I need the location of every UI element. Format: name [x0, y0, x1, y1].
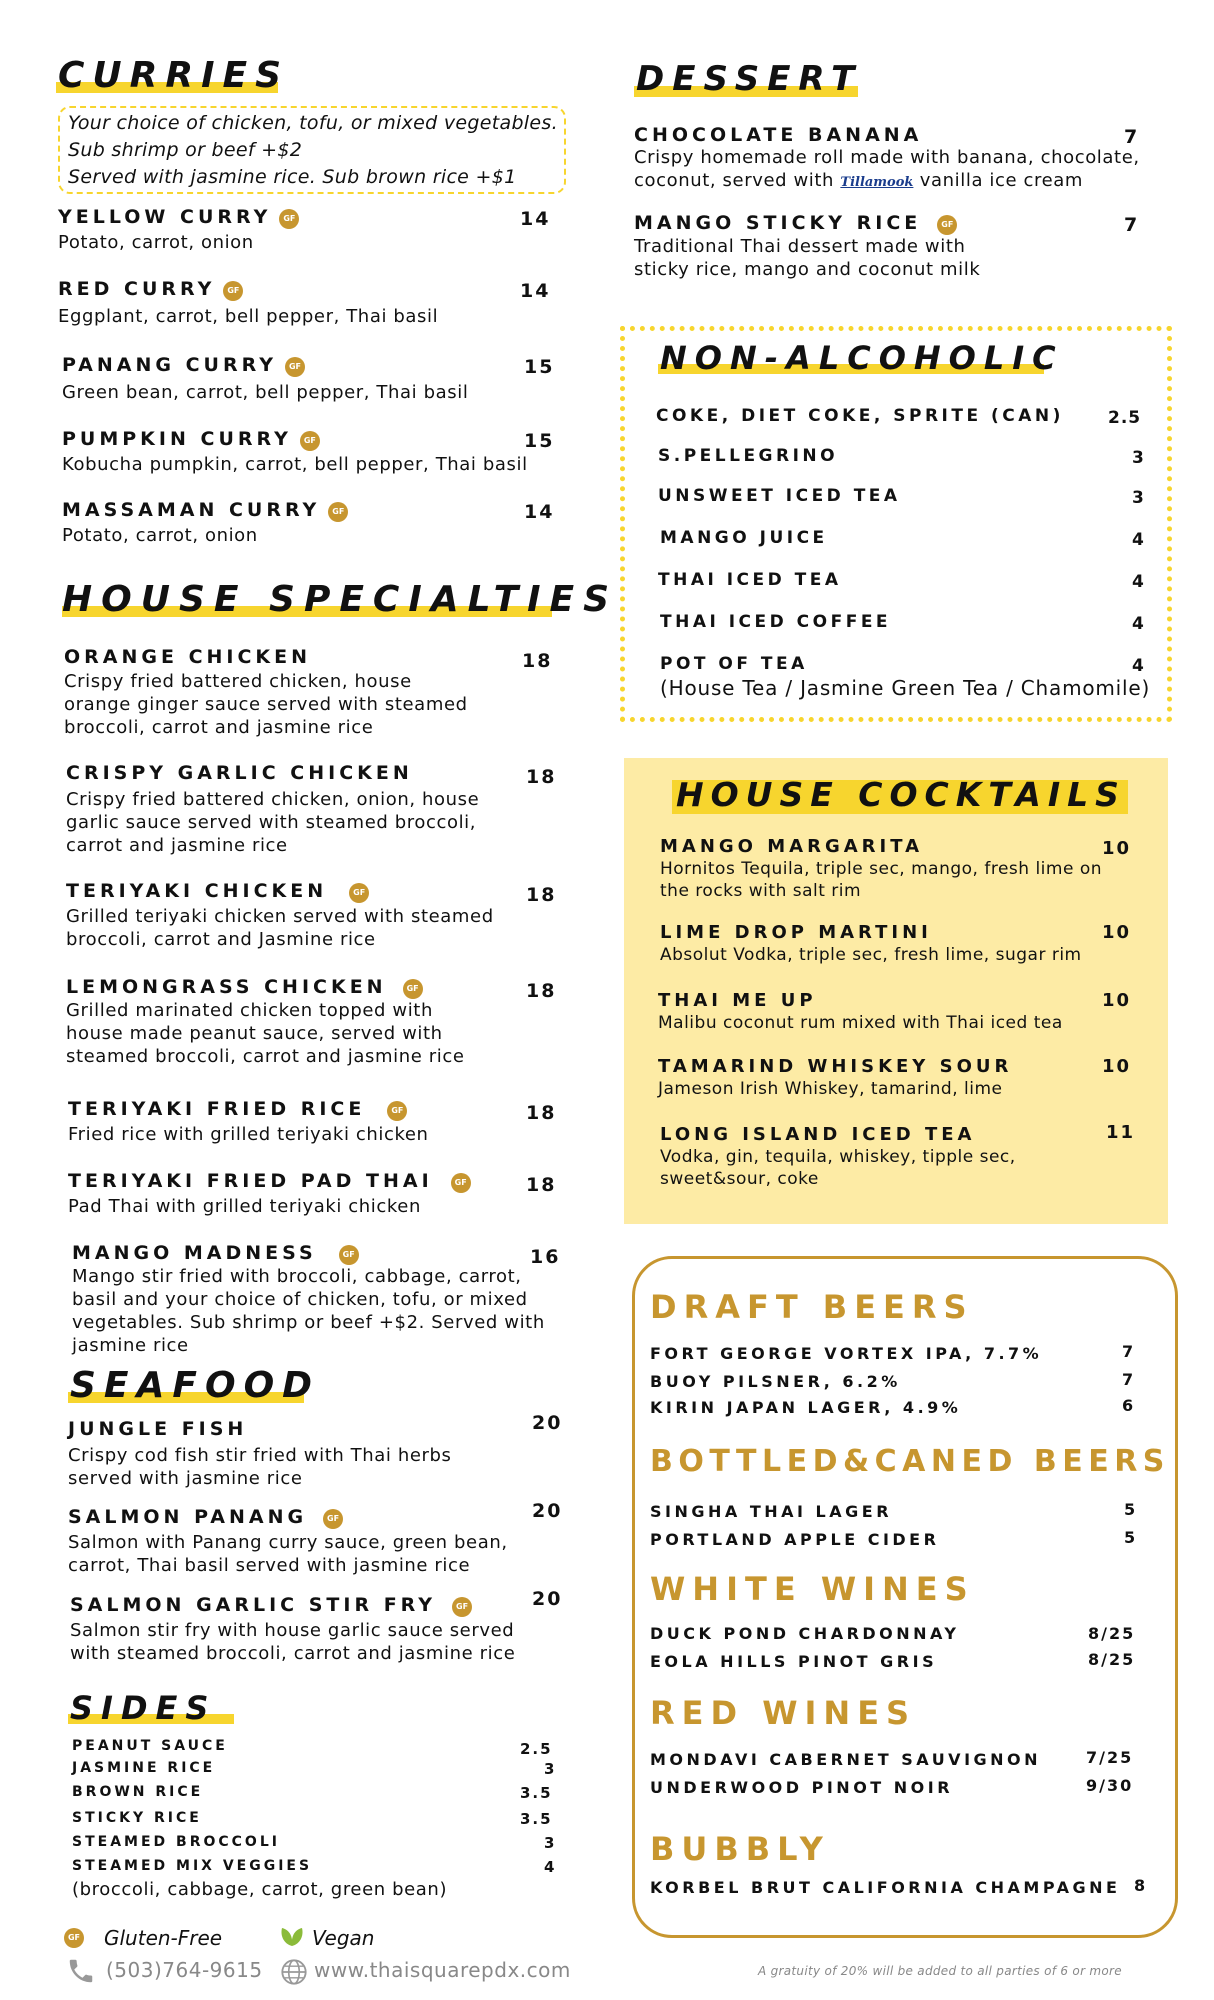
side-price: 3.5 [520, 1784, 553, 1802]
gluten-free-icon: GF [64, 1928, 84, 1948]
item-name: TERIYAKI FRIED PAD THAI [68, 1170, 433, 1192]
cocktail-name: THAI ME UP [658, 990, 817, 1011]
item-price: 15 [524, 430, 555, 452]
drink-price: 4 [1132, 614, 1145, 634]
menu-item-salmon-panang [68, 1506, 548, 1577]
drink-name: UNSWEET ICED TEA [658, 486, 901, 506]
beer-price: 5 [1124, 1500, 1138, 1519]
item-price: 14 [520, 280, 551, 302]
wine-name: EOLA HILLS PINOT GRIS [650, 1652, 938, 1671]
side-price: 3 [544, 1760, 557, 1778]
side-name: STEAMED BROCCOLI [72, 1834, 280, 1850]
gluten-free-icon: GF [937, 215, 957, 235]
item-desc: Grilled marinated chicken topped with house made peanut sauce, served with steamed broccoli, carrot and jasmine rice [66, 999, 465, 1067]
gluten-free-icon: GF [328, 502, 348, 522]
menu-item-crispy-garlic-chicken [66, 762, 546, 857]
cocktail-desc: Jameson Irish Whiskey, tamarind, lime [658, 1079, 1003, 1099]
item-name: TERIYAKI FRIED RICE [68, 1098, 366, 1120]
beer-name: KIRIN JAPAN LAGER, 4.9% [650, 1398, 962, 1417]
item-desc: Crispy fried battered chicken, onion, house garlic sauce served with steamed broccoli, carrot and jasmine rice [66, 789, 480, 856]
item-name: SALMON PANANG [68, 1506, 308, 1528]
vegan-leaf-icon [278, 1924, 306, 1948]
item-price: 18 [526, 766, 557, 788]
menu-item-mango-sticky-rice [634, 212, 1154, 281]
cocktail-price: 10 [1102, 1056, 1132, 1077]
side-price: 4 [544, 1858, 557, 1876]
menu-item-salmon-garlic-stir-fry [70, 1594, 550, 1665]
cocktail-name: LIME DROP MARTINI [660, 922, 932, 943]
item-price: 16 [530, 1246, 561, 1268]
wine-price: 9/30 [1086, 1776, 1134, 1795]
item-price: 14 [520, 208, 551, 230]
cocktails-title: HOUSE COCKTAILS [676, 775, 1126, 814]
beer-price: 7 [1122, 1342, 1136, 1361]
item-price: 7 [1124, 214, 1140, 236]
gluten-free-label: Gluten-Free [104, 1926, 223, 1950]
cocktail-price: 10 [1102, 990, 1132, 1011]
item-desc: Pad Thai with grilled teriyaki chicken [68, 1195, 421, 1217]
gluten-free-icon: GF [451, 1173, 471, 1193]
gluten-free-icon: GF [403, 979, 423, 999]
item-price: 18 [526, 884, 557, 906]
white-wines-title: WHITE WINES [650, 1570, 975, 1608]
cocktail-desc: Hornitos Tequila, triple sec, mango, fresh lime on the rocks with salt rim [660, 859, 1103, 901]
phone-icon [66, 1956, 96, 1986]
side-name: STICKY RICE [72, 1810, 202, 1826]
item-name: CHOCOLATE BANANA [634, 124, 923, 146]
item-desc: Salmon stir fry with house garlic sauce served with steamed broccoli, carrot and jasmine rice [70, 1619, 516, 1664]
red-wines-title: RED WINES [650, 1694, 917, 1732]
vegan-label: Vegan [312, 1926, 375, 1950]
item-desc: Potato, carrot, onion [58, 231, 254, 253]
cocktail-price: 10 [1102, 838, 1132, 859]
gluten-free-icon: GF [300, 431, 320, 451]
item-name: YELLOW CURRY [58, 206, 272, 228]
curries-note-line-3: Served with jasmine rice. Sub brown rice +$1 [68, 166, 517, 188]
menu-item-panang-curry [62, 354, 562, 404]
gluten-free-icon: GF [387, 1101, 407, 1121]
cocktail-price: 10 [1102, 922, 1132, 943]
item-desc: Traditional Thai dessert made with [634, 235, 966, 257]
item-desc-part: vanilla ice cream [919, 170, 1084, 191]
veggies-note: (broccoli, cabbage, carrot, green bean) [72, 1879, 448, 1900]
curries-title: CURRIES [58, 55, 290, 96]
sides-title: SIDES [70, 1689, 217, 1727]
curries-note-line-2: Sub shrimp or beef +$2 [68, 139, 303, 161]
item-desc-line-2 [634, 169, 1154, 194]
cocktail-price: 11 [1106, 1122, 1136, 1143]
side-price: 2.5 [520, 1740, 553, 1758]
item-price: 20 [532, 1412, 563, 1434]
bubbly-title: BUBBLY [650, 1830, 830, 1868]
wine-name: KORBEL BRUT CALIFORNIA CHAMPAGNE [650, 1878, 1121, 1897]
item-name: PUMPKIN CURRY [62, 428, 292, 450]
drink-name: THAI ICED COFFEE [660, 612, 892, 632]
drink-name: S.PELLEGRINO [658, 446, 839, 466]
drink-name: POT OF TEA [660, 654, 808, 674]
item-desc-part: coconut, served with [634, 170, 835, 191]
phone-number[interactable]: (503)764-9615 [106, 1958, 263, 1982]
drink-price: 2.5 [1108, 408, 1142, 428]
cocktail-name: TAMARIND WHISKEY SOUR [658, 1056, 1013, 1077]
globe-icon [280, 1958, 308, 1986]
item-price: 18 [526, 1174, 557, 1196]
item-name: MASSAMAN CURRY [62, 499, 321, 521]
menu-item-teriyaki-fried-pad-thai [68, 1170, 558, 1218]
specialties-title: HOUSE SPECIALTIES [62, 579, 619, 620]
menu-item-pumpkin-curry [62, 428, 562, 476]
beer-name: FORT GEORGE VORTEX IPA, 7.7% [650, 1344, 1043, 1363]
beer-price: 5 [1124, 1528, 1138, 1547]
item-price: 7 [1124, 126, 1140, 148]
drink-price: 3 [1132, 448, 1145, 468]
drink-name: MANGO JUICE [660, 528, 828, 548]
item-price: 20 [532, 1500, 563, 1522]
gluten-free-icon: GF [223, 281, 243, 301]
item-name: RED CURRY [58, 278, 216, 300]
item-desc: Crispy homemade roll made with banana, chocolate, [634, 147, 1140, 168]
wine-price: 8/25 [1088, 1650, 1136, 1669]
item-name: MANGO MADNESS [72, 1242, 317, 1264]
drink-price: 4 [1132, 656, 1145, 676]
tillamook-logo: Tillamook [840, 175, 914, 190]
curries-note-line-1: Your choice of chicken, tofu, or mixed vegetables. [68, 112, 558, 134]
drink-price: 4 [1132, 572, 1145, 592]
menu-item-orange-chicken [64, 646, 544, 739]
menu-item-chocolate-banana [634, 124, 1154, 194]
wine-price: 8/25 [1088, 1624, 1136, 1643]
non-alcoholic-title: NON-ALCOHOLIC [660, 339, 1064, 377]
wine-price: 8 [1134, 1876, 1148, 1895]
cocktail-name: MANGO MARGARITA [660, 836, 924, 857]
gluten-free-icon: GF [285, 357, 305, 377]
menu-item-lemongrass-chicken [66, 976, 546, 1068]
website-link[interactable]: www.thaisquarepdx.com [314, 1958, 571, 1982]
side-name: PEANUT SAUCE [72, 1738, 228, 1754]
menu-item-jungle-fish [68, 1418, 548, 1490]
curries-note-box [58, 106, 566, 194]
item-price: 14 [524, 501, 555, 523]
item-name: SALMON GARLIC STIR FRY [70, 1594, 437, 1616]
beer-name: PORTLAND APPLE CIDER [650, 1530, 940, 1549]
item-price: 15 [524, 356, 555, 378]
item-name: JUNGLE FISH [68, 1418, 248, 1440]
drink-price: 4 [1132, 530, 1145, 550]
beer-name: BUOY PILSNER, 6.2% [650, 1372, 901, 1391]
wine-name: UNDERWOOD PINOT NOIR [650, 1778, 954, 1797]
gratuity-note: A gratuity of 20% will be added to all parties of 6 or more [758, 1964, 1122, 1978]
side-name: JASMINE RICE [72, 1760, 216, 1776]
item-desc: Grilled teriyaki chicken served with steamed broccoli, carrot and Jasmine rice [66, 905, 494, 950]
side-name: STEAMED MIX VEGGIES [72, 1858, 313, 1874]
item-desc: Mango stir fried with broccoli, cabbage, carrot, basil and your choice of chicken, tofu, or mixed vegetables. Sub shrimp or beef +$2. Served with jasmine rice [72, 1265, 545, 1356]
cocktail-name: LONG ISLAND ICED TEA [660, 1124, 976, 1145]
side-name: BROWN RICE [72, 1784, 204, 1800]
item-price: 18 [526, 1102, 557, 1124]
beer-price: 7 [1122, 1370, 1136, 1389]
wine-name: MONDAVI CABERNET SAUVIGNON [650, 1750, 1042, 1769]
item-price: 18 [526, 980, 557, 1002]
cocktail-desc: Vodka, gin, tequila, whiskey, tipple sec, sweet&sour, coke [660, 1147, 1016, 1189]
menu-item-yellow-curry [58, 206, 558, 254]
drink-price: 3 [1132, 488, 1145, 508]
draft-beers-title: DRAFT BEERS [650, 1288, 974, 1326]
item-price: 20 [532, 1588, 563, 1610]
menu-item-mango-madness [72, 1242, 572, 1357]
dessert-title: DESSERT [636, 59, 863, 99]
item-desc: Eggplant, carrot, bell pepper, Thai basil [58, 305, 439, 327]
item-desc: Green bean, carrot, bell pepper, Thai basil [62, 381, 469, 403]
gluten-free-icon: GF [349, 883, 369, 903]
item-desc: Potato, carrot, onion [62, 524, 258, 546]
gluten-free-icon: GF [339, 1245, 359, 1265]
tea-note: (House Tea / Jasmine Green Tea / Chamomile) [660, 676, 1151, 700]
item-name: PANANG CURRY [62, 354, 277, 376]
wine-price: 7/25 [1086, 1748, 1134, 1767]
gluten-free-icon: GF [323, 1509, 343, 1529]
drink-name: THAI ICED TEA [658, 570, 842, 590]
bottled-beers-title: BOTTLED&CANED BEERS [650, 1444, 1170, 1479]
item-desc: Kobucha pumpkin, carrot, bell pepper, Thai basil [62, 453, 528, 475]
gluten-free-icon: GF [452, 1597, 472, 1617]
item-desc: Crispy cod fish stir fried with Thai herbs served with jasmine rice [68, 1445, 452, 1489]
wine-name: DUCK POND CHARDONNAY [650, 1624, 960, 1643]
beer-price: 6 [1122, 1396, 1136, 1415]
cocktail-desc: Absolut Vodka, triple sec, fresh lime, sugar rim [660, 945, 1082, 965]
menu-item-massaman-curry [62, 499, 562, 547]
item-name: TERIYAKI CHICKEN [66, 880, 328, 902]
item-name: MANGO STICKY RICE [634, 212, 922, 234]
item-name: ORANGE CHICKEN [64, 646, 312, 668]
seafood-title: SEAFOOD [70, 1365, 321, 1406]
cocktail-desc: Malibu coconut rum mixed with Thai iced tea [658, 1013, 1063, 1033]
item-desc: Fried rice with grilled teriyaki chicken [68, 1123, 429, 1145]
side-price: 3 [544, 1834, 557, 1852]
menu-item-teriyaki-chicken [66, 880, 546, 951]
menu-item-red-curry [58, 278, 558, 328]
menu-item-teriyaki-fried-rice [68, 1098, 548, 1146]
beer-name: SINGHA THAI LAGER [650, 1502, 893, 1521]
item-name: CRISPY GARLIC CHICKEN [66, 762, 413, 784]
item-name: LEMONGRASS CHICKEN [66, 976, 387, 998]
item-desc: Salmon with Panang curry sauce, green bean, carrot, Thai basil served with jasmine rice [68, 1531, 508, 1576]
side-price: 3.5 [520, 1810, 553, 1828]
gluten-free-icon: GF [279, 209, 299, 229]
item-desc: Crispy fried battered chicken, house orange ginger sauce served with steamed broccoli, carrot and jasmine rice [64, 671, 468, 738]
drink-name: COKE, DIET COKE, SPRITE (CAN) [656, 406, 1064, 426]
item-price: 18 [522, 650, 553, 672]
item-desc: sticky rice, mango and coconut milk [634, 258, 981, 280]
